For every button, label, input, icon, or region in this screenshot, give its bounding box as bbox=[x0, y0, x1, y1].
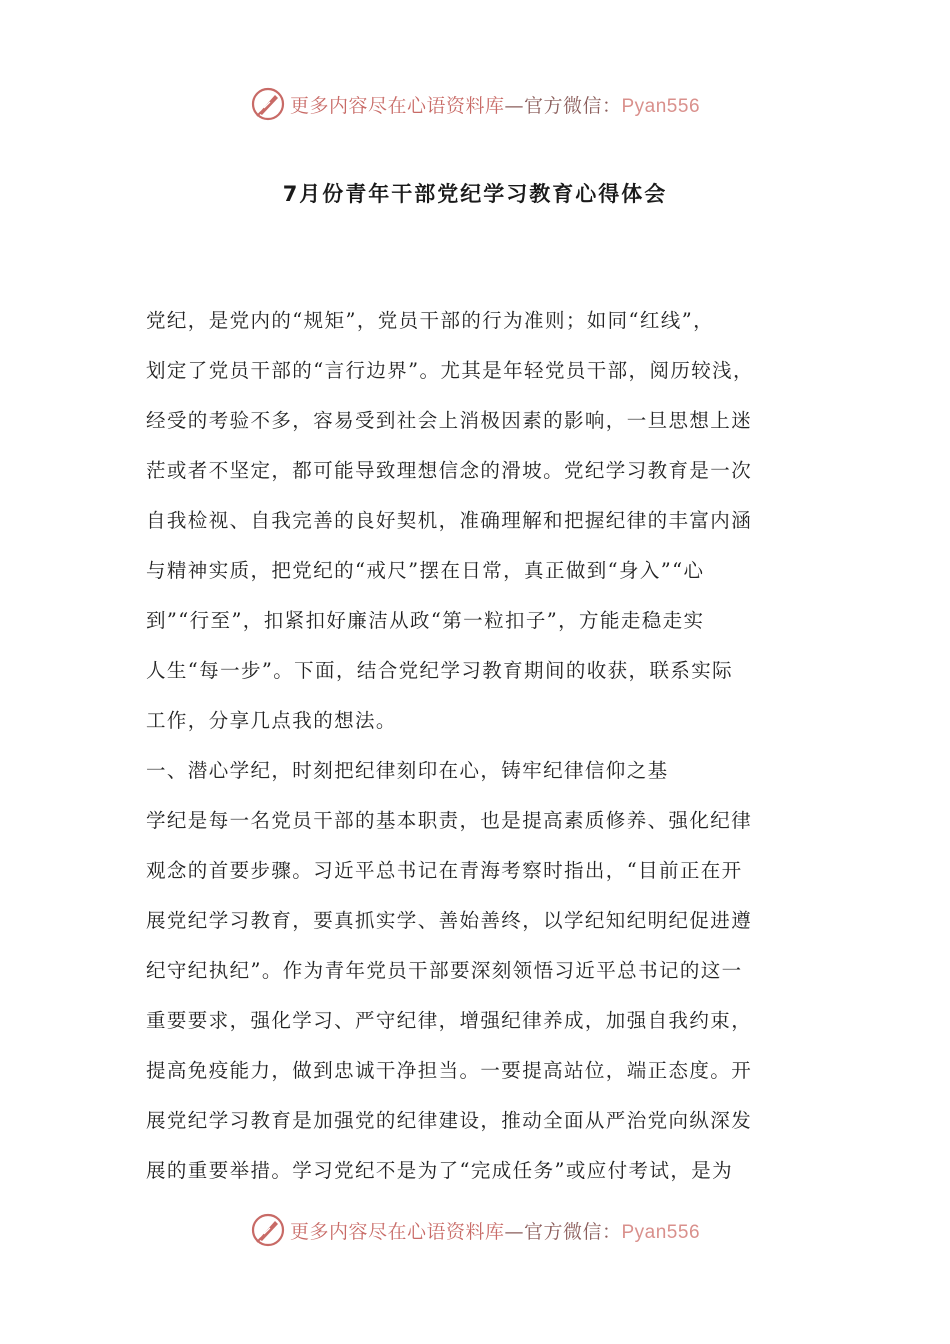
watermark-id: Pyan556 bbox=[621, 95, 701, 117]
body-line: 工作，分享几点我的想法。 bbox=[146, 709, 397, 732]
body-line: 划定了党员干部的“言行边界”。尤其是年轻党员干部，阅历较浅， bbox=[146, 359, 754, 382]
watermark-main: 更多内容尽在心语资料库 bbox=[289, 94, 505, 117]
body-line: 提高免疫能力，做到忠诚干净担当。一要提高站位，端正态度。开 bbox=[146, 1059, 753, 1082]
body-line: 学纪是每一名党员干部的基本职责，也是提高素质修养、强化纪律 bbox=[146, 809, 753, 832]
body-line: 到”“行至”，扣紧扣好廉洁从政“第一粒扣子”，方能走稳走实 bbox=[146, 609, 705, 632]
document-title: 7月份青年干部党纪学习教育心得体会 bbox=[282, 182, 668, 206]
watermark-dash: — bbox=[504, 1220, 524, 1243]
section-heading: 一、潜心学纪，时刻把纪律刻印在心，铸牢纪律信仰之基 bbox=[146, 759, 669, 782]
watermark-banner-top bbox=[0, 84, 950, 124]
watermark-banner-bottom bbox=[0, 1210, 950, 1250]
watermark-text bbox=[290, 1217, 700, 1244]
body-line: 重要要求，强化学习、严守纪律，增强纪律养成，加强自我约束， bbox=[146, 1009, 753, 1032]
body-line: 与精神实质，把党纪的“戒尺”摆在日常，真正做到“身入”“心 bbox=[146, 559, 705, 582]
quill-pen-logo-icon bbox=[250, 1212, 286, 1248]
watermark-sub: 官方微信： bbox=[523, 1220, 622, 1243]
body-line: 自我检视、自我完善的良好契机，准确理解和把握纪律的丰富内涵 bbox=[146, 509, 753, 532]
watermark-sub: 官方微信： bbox=[523, 94, 622, 117]
body-line: 党纪，是党内的“规矩”，党员干部的行为准则；如同“红线”， bbox=[146, 309, 714, 332]
watermark-dash: — bbox=[504, 94, 524, 117]
body-line: 观念的首要步骤。习近平总书记在青海考察时指出，“目前正在开 bbox=[146, 859, 743, 882]
quill-pen-logo-icon bbox=[250, 86, 286, 122]
watermark-id: Pyan556 bbox=[621, 1221, 701, 1243]
body-line: 纪守纪执纪”。作为青年党员干部要深刻领悟习近平总书记的这一 bbox=[146, 959, 743, 982]
body-line: 展党纪学习教育，要真抓实学、善始善终，以学纪知纪明纪促进遵 bbox=[146, 909, 753, 932]
body-line: 茫或者不坚定，都可能导致理想信念的滑坡。党纪学习教育是一次 bbox=[146, 459, 753, 482]
body-line: 经受的考验不多，容易受到社会上消极因素的影响，一旦思想上迷 bbox=[146, 409, 753, 432]
body-line: 展党纪学习教育是加强党的纪律建设，推动全面从严治党向纵深发 bbox=[146, 1109, 753, 1132]
body-line: 人生“每一步”。下面，结合党纪学习教育期间的收获，联系实际 bbox=[146, 659, 734, 682]
body-line: 展的重要举措。学习党纪不是为了“完成任务”或应付考试，是为 bbox=[146, 1159, 734, 1182]
document-body bbox=[146, 296, 812, 1196]
watermark-main: 更多内容尽在心语资料库 bbox=[289, 1220, 505, 1243]
watermark-text bbox=[290, 91, 700, 118]
